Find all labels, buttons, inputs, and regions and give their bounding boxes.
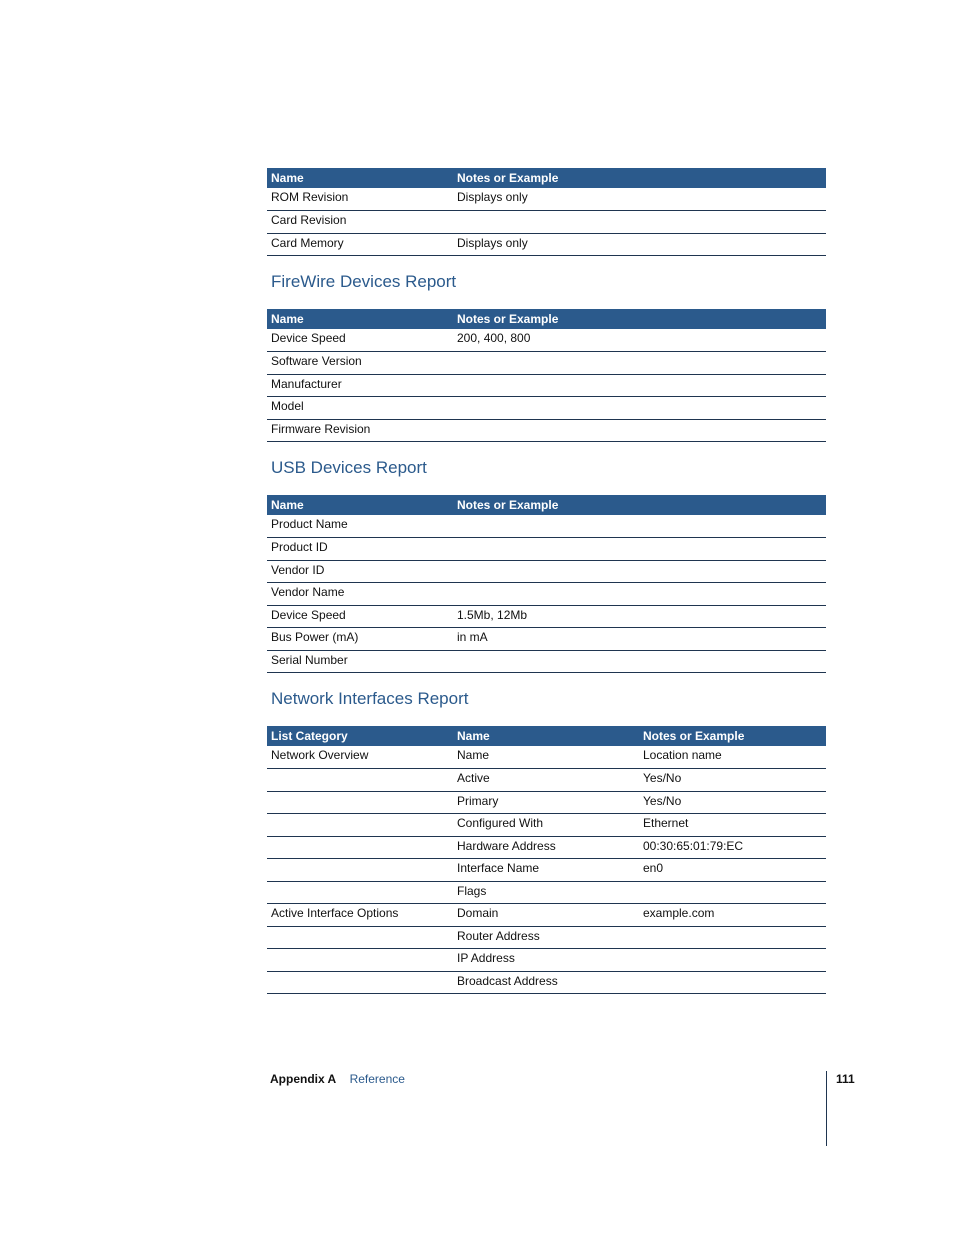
section-label: Reference [349,1072,405,1086]
table-cell: Active [453,769,639,792]
network-table [267,726,826,994]
table-cell [267,791,453,814]
rom-table [267,168,826,256]
table-cell: Card Memory [267,233,453,256]
table-cell: 00:30:65:01:79:EC [639,836,826,859]
table-cell: Hardware Address [453,836,639,859]
table-cell [639,949,826,972]
column-header: Notes or Example [453,168,826,188]
table-row [267,605,826,628]
table-cell: Displays only [453,188,826,211]
table-cell [453,211,826,234]
table-row [267,746,826,769]
firewire-table [267,309,826,442]
table-row [267,859,826,882]
firewire-heading: FireWire Devices Report [271,272,457,291]
table-row [267,329,826,352]
column-header: Notes or Example [453,495,826,515]
table-cell [453,583,826,606]
table-cell [453,538,826,561]
table-cell: Bus Power (mA) [267,628,453,651]
table-row [267,419,826,442]
table-cell: Network Overview [267,746,453,769]
table-cell: Name [453,746,639,769]
page-footer [270,1072,405,1086]
table-row [267,904,826,927]
table-cell: 200, 400, 800 [453,329,826,352]
usb-heading: USB Devices Report [271,458,427,477]
usb-table [267,495,826,673]
table-cell [639,881,826,904]
table-cell: Active Interface Options [267,904,453,927]
table-row [267,515,826,538]
table-cell: Model [267,397,453,420]
table-cell: Domain [453,904,639,927]
table-cell: Device Speed [267,329,453,352]
table-cell: Primary [453,791,639,814]
table-row [267,628,826,651]
table-row [267,352,826,375]
column-header: Notes or Example [453,309,826,329]
table-row [267,791,826,814]
table-cell: example.com [639,904,826,927]
table-cell: ROM Revision [267,188,453,211]
table-cell [639,971,826,994]
table-cell: Configured With [453,814,639,837]
table-cell: Displays only [453,233,826,256]
table-header-row [267,168,826,188]
table-cell [453,397,826,420]
table-row [267,836,826,859]
table-cell [267,926,453,949]
table-cell: Manufacturer [267,374,453,397]
table-cell [267,814,453,837]
table-cell: 1.5Mb, 12Mb [453,605,826,628]
table-cell: Vendor ID [267,560,453,583]
table-cell [267,881,453,904]
table-row [267,814,826,837]
table-cell: Location name [639,746,826,769]
table-row [267,881,826,904]
column-header: Name [453,726,639,746]
table-cell: en0 [639,859,826,882]
table-row [267,374,826,397]
table-cell [267,971,453,994]
table-cell [267,836,453,859]
table-cell [453,352,826,375]
table-cell: Yes/No [639,791,826,814]
table-row [267,233,826,256]
table-cell: Ethernet [639,814,826,837]
page-content [267,168,826,994]
page-number: 111 [836,1072,855,1086]
table-cell: Interface Name [453,859,639,882]
table-cell [639,926,826,949]
table-header-row [267,726,826,746]
table-row [267,971,826,994]
column-header: Name [267,495,453,515]
table-cell: Vendor Name [267,583,453,606]
table-cell: Product Name [267,515,453,538]
table-cell [453,419,826,442]
table-cell: Flags [453,881,639,904]
table-cell: Yes/No [639,769,826,792]
table-cell: Device Speed [267,605,453,628]
table-row [267,926,826,949]
table-row [267,211,826,234]
table-cell [453,374,826,397]
column-header: Name [267,309,453,329]
table-header-row [267,309,826,329]
table-cell: Software Version [267,352,453,375]
table-row [267,583,826,606]
table-cell [267,949,453,972]
table-cell [453,515,826,538]
appendix-label: Appendix A [270,1072,337,1086]
table-cell: Serial Number [267,650,453,673]
column-header: Notes or Example [639,726,826,746]
table-row [267,769,826,792]
table-header-row [267,495,826,515]
table-cell [453,560,826,583]
table-row [267,188,826,211]
table-row [267,538,826,561]
table-cell: in mA [453,628,826,651]
table-cell [453,650,826,673]
table-cell: IP Address [453,949,639,972]
table-row [267,560,826,583]
footer-divider [826,1071,827,1146]
table-cell: Firmware Revision [267,419,453,442]
table-row [267,650,826,673]
table-cell: Broadcast Address [453,971,639,994]
table-cell: Product ID [267,538,453,561]
table-cell [267,769,453,792]
table-row [267,949,826,972]
column-header: Name [267,168,453,188]
column-header: List Category [267,726,453,746]
table-row [267,397,826,420]
table-cell: Card Revision [267,211,453,234]
table-cell [267,859,453,882]
network-heading: Network Interfaces Report [271,689,469,708]
table-cell: Router Address [453,926,639,949]
